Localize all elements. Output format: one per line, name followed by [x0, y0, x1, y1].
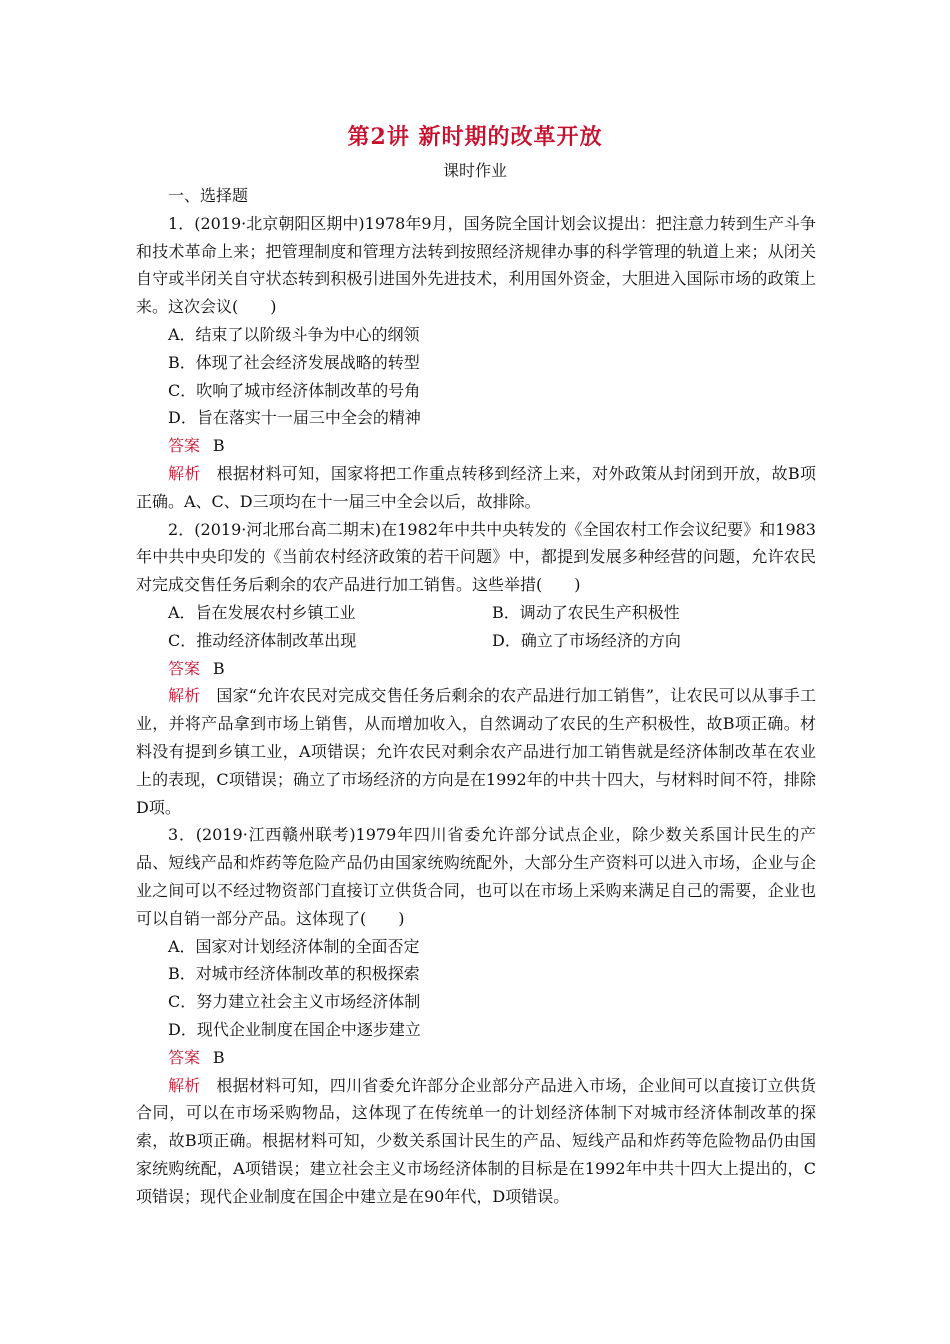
answer-line	[136, 432, 816, 460]
option-d: D．确立了市场经济的方向	[492, 630, 681, 650]
question-3	[136, 821, 816, 1210]
option-c: C．吹响了城市经济体制改革的号角	[168, 380, 421, 400]
analysis-paragraph	[136, 460, 816, 516]
question-stem: 1．(2019·北京朝阳区期中)1978年9月，国务院全国计划会议提出：把注意力转到生产斗争和技术革命上来；把管理制度和管理方法转到按照经济规律办事的科学管理的轨道上来；从闭关自守或半闭关自守状态转到积极引进国外先进技术，利用国外资金，大胆进入国际市场的政策上来。这次会议( )	[136, 213, 816, 317]
answer-label: 答案	[168, 436, 201, 456]
option-b: B．体现了社会经济发展战略的转型	[168, 352, 420, 372]
analysis-paragraph	[136, 1072, 816, 1211]
page-title: 第2讲 新时期的改革开放	[347, 124, 603, 150]
analysis-text: 根据材料可知，四川省委允许部分企业部分产品进入市场，企业间可以直接订立供货合同，可以在市场采购物品，这体现了在传统单一的计划经济体制下对城市经济体制改革的探索，故B项正确。根据材料可知，少数关系国计民生的产品、短线产品和炸药等危险物品仍由国家统购统配，A项错误；建立社会主义市场经济体制的目标是在1992年中共十四大上提出的，C项错误；现代企业制度在国企中建立是在90年代，D项错误。	[136, 1075, 816, 1206]
question-stem: 2．(2019·河北邢台高二期末)在1982年中共中央转发的《全国农村工作会议纪要》和1983年中共中央印发的《当前农村经济政策的若干问题》中，都提到发展多种经营的问题，允许农民对完成交售任务后剩余的农产品进行加工销售。这些举措( )	[136, 519, 816, 595]
option-b: B．调动了农民生产积极性	[492, 602, 680, 622]
option-row	[136, 627, 816, 655]
analysis-label: 解析	[168, 463, 201, 483]
analysis-text: 根据材料可知，国家将把工作重点转移到经济上来，对外政策从封闭到开放，故B项正确。A、C、D三项均在十一届三中全会以后，故排除。	[136, 463, 816, 511]
option-d: D．旨在落实十一届三中全会的精神	[168, 408, 421, 428]
question-stem: 3．(2019·江西赣州联考)1979年四川省委允许部分试点企业，除少数关系国计民生的产品、短线产品和炸药等危险产品仍由国家统购统配外，大部分生产资料可以进入市场，企业与企业之间可以不经过物资部门直接订立供货合同，也可以在市场上采购来满足自己的需要，企业也可以自销一部分产品。这体现了( )	[136, 825, 816, 928]
option-c: C．努力建立社会主义市场经济体制	[168, 992, 421, 1012]
answer-value: B	[212, 436, 225, 456]
answer-label: 答案	[168, 1047, 201, 1067]
document-body	[136, 182, 816, 1210]
answer-line	[136, 655, 816, 683]
option-b: B．对城市经济体制改革的积极探索	[168, 964, 420, 984]
analysis-label: 解析	[168, 1075, 201, 1095]
option-c: C．推动经济体制改革出现	[168, 630, 357, 650]
question-2	[136, 516, 816, 822]
answer-value: B	[212, 658, 225, 678]
section-heading: 一、选择题	[168, 186, 249, 205]
option-d: D．现代企业制度在国企中逐步建立	[168, 1019, 421, 1039]
page-subtitle: 课时作业	[442, 161, 507, 180]
analysis-text: 国家“允许农民对完成交售任务后剩余的农产品进行加工销售”，让农民可以从事手工业，并将产品拿到市场上销售，从而增加收入，自然调动了农民的生产积极性，故B项正确。材料没有提到乡镇工业，A项错误；允许农民对剩余农产品进行加工销售就是经济体制改革在农业上的表现，C项错误；确立了市场经济的方向是在1992年的中共十四大，与材料时间不符，排除D项。	[136, 686, 816, 817]
answer-value: B	[212, 1047, 225, 1067]
question-1	[136, 210, 816, 516]
analysis-label: 解析	[168, 686, 201, 706]
answer-label: 答案	[168, 658, 201, 678]
option-a: A．国家对计划经济体制的全面否定	[168, 936, 420, 956]
analysis-paragraph	[136, 682, 816, 821]
option-a: A．旨在发展农村乡镇工业	[168, 602, 356, 622]
option-a: A．结束了以阶级斗争为中心的纲领	[168, 324, 420, 344]
answer-line	[136, 1044, 816, 1072]
option-row	[136, 599, 816, 627]
